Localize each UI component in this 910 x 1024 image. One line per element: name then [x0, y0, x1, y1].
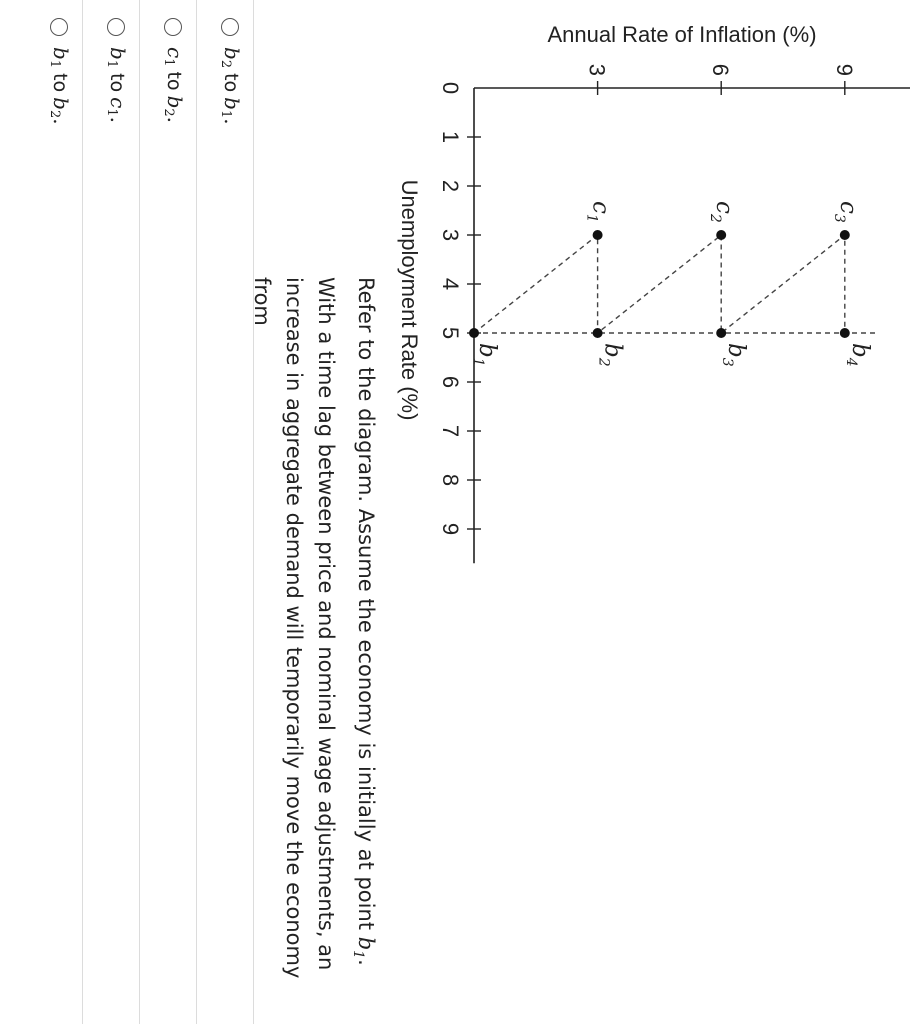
- point-label-b1-sub: 1: [470, 357, 486, 367]
- dashed-adjustment-paths: [474, 235, 878, 333]
- x-tick-label-3: 3: [438, 228, 463, 242]
- point-label-b2-letter: b: [599, 343, 626, 358]
- option-3-to-letter: c: [106, 97, 130, 109]
- question-point-sub: 1: [349, 950, 366, 960]
- option-3-radio[interactable]: [107, 18, 125, 36]
- question-part-2: . With a time lag between price and nominal wage adjustments, an increase in aggregate demand will temporarily move the economy from: [249, 277, 378, 979]
- point-label-b3-sub: 3: [719, 357, 736, 367]
- option-1-label: [218, 47, 244, 125]
- point-label-b1: [470, 343, 500, 367]
- option-2-label: [161, 47, 187, 123]
- question-text: [246, 277, 382, 1007]
- option-2-to-sub: 2: [161, 108, 176, 117]
- x-tick-label-9: 9: [438, 522, 463, 536]
- point-label-b2-sub: 2: [595, 357, 612, 367]
- point-label-c2-sub: 2: [707, 213, 724, 223]
- y-tick-label-6: 6: [708, 63, 734, 76]
- option-4-to-sub: 2: [47, 109, 62, 119]
- option-4-period: .: [49, 118, 73, 125]
- point-label-c3-sub: 3: [830, 213, 847, 223]
- x-tick-label-2: 2: [438, 179, 463, 193]
- option-1-from-letter: b: [220, 47, 244, 60]
- point-label-c2: [707, 201, 737, 223]
- option-3-period: .: [106, 116, 130, 124]
- x-tick-label-0: 0: [438, 81, 463, 95]
- x-tick-label-8: 8: [438, 473, 463, 487]
- point-b1: [469, 328, 479, 338]
- x-tick-label-6: 6: [438, 375, 463, 389]
- point-label-c1: [584, 201, 614, 223]
- data-points: [469, 201, 873, 367]
- point-label-b3-letter: b: [723, 343, 750, 358]
- option-1-to-sub: 1: [218, 109, 233, 119]
- point-c3: [840, 230, 850, 240]
- option-1[interactable]: [197, 0, 254, 1024]
- question-part-1: Refer to the diagram. Assume the economy is initially at point: [354, 277, 378, 937]
- point-label-b3: [719, 343, 749, 367]
- option-3-from-letter: b: [106, 47, 130, 60]
- point-label-c1-letter: c: [587, 201, 614, 214]
- option-2-to: to: [163, 71, 185, 91]
- option-4-from-sub: 1: [47, 59, 62, 69]
- option-1-to: to: [220, 73, 242, 93]
- option-4-to: to: [49, 73, 71, 93]
- option-4-radio[interactable]: [50, 18, 68, 36]
- option-3-label: [104, 47, 130, 123]
- point-label-c2-letter: c: [711, 201, 738, 214]
- axes: [438, 64, 910, 564]
- point-label-c3: [831, 201, 861, 223]
- question-point: [349, 936, 378, 960]
- option-1-radio[interactable]: [221, 18, 239, 36]
- question-point-letter: b: [354, 936, 378, 951]
- option-4-label: [47, 47, 73, 125]
- y-tick-label-9: 9: [831, 63, 857, 76]
- x-tick-label-1: 1: [438, 130, 463, 144]
- point-label-b4-letter: b: [846, 343, 873, 358]
- option-3[interactable]: [83, 0, 140, 1024]
- option-1-from-sub: 2: [218, 59, 233, 69]
- point-c2: [716, 230, 726, 240]
- x-tick-label-5: 5: [438, 326, 463, 340]
- y-axis-title: Annual Rate of Inflation (%): [547, 22, 817, 47]
- option-3-from-sub: 1: [104, 59, 119, 69]
- point-label-b1-letter: b: [474, 343, 500, 358]
- option-3-to-sub: 1: [104, 108, 119, 117]
- option-1-period: .: [220, 118, 244, 125]
- point-label-c3-letter: c: [834, 201, 861, 214]
- option-2-period: .: [163, 116, 187, 124]
- point-b3: [716, 328, 726, 338]
- point-label-b4-sub: 4: [842, 357, 859, 367]
- x-axis-title: Unemployment Rate (%): [397, 179, 422, 421]
- point-b4: [840, 328, 850, 338]
- option-4-to-letter: b: [49, 97, 73, 110]
- dashed-path-1: [474, 235, 845, 333]
- point-label-b4: [843, 343, 873, 367]
- option-2-from-letter: c: [163, 47, 187, 59]
- point-c1: [593, 230, 603, 240]
- point-b2: [593, 328, 603, 338]
- point-label-c1-sub: 1: [583, 213, 600, 223]
- y-tick-label-3: 3: [584, 63, 610, 76]
- option-4-from-letter: b: [49, 47, 73, 60]
- option-2-to-letter: b: [163, 95, 187, 109]
- x-tick-label-4: 4: [438, 277, 463, 291]
- point-label-b2: [596, 343, 626, 367]
- option-1-to-letter: b: [220, 97, 244, 110]
- option-2[interactable]: [140, 0, 197, 1024]
- x-tick-label-7: 7: [438, 424, 463, 438]
- option-2-radio[interactable]: [164, 18, 182, 36]
- option-2-from-sub: 1: [161, 58, 176, 67]
- option-3-to: to: [106, 73, 128, 93]
- option-4[interactable]: [26, 0, 83, 1024]
